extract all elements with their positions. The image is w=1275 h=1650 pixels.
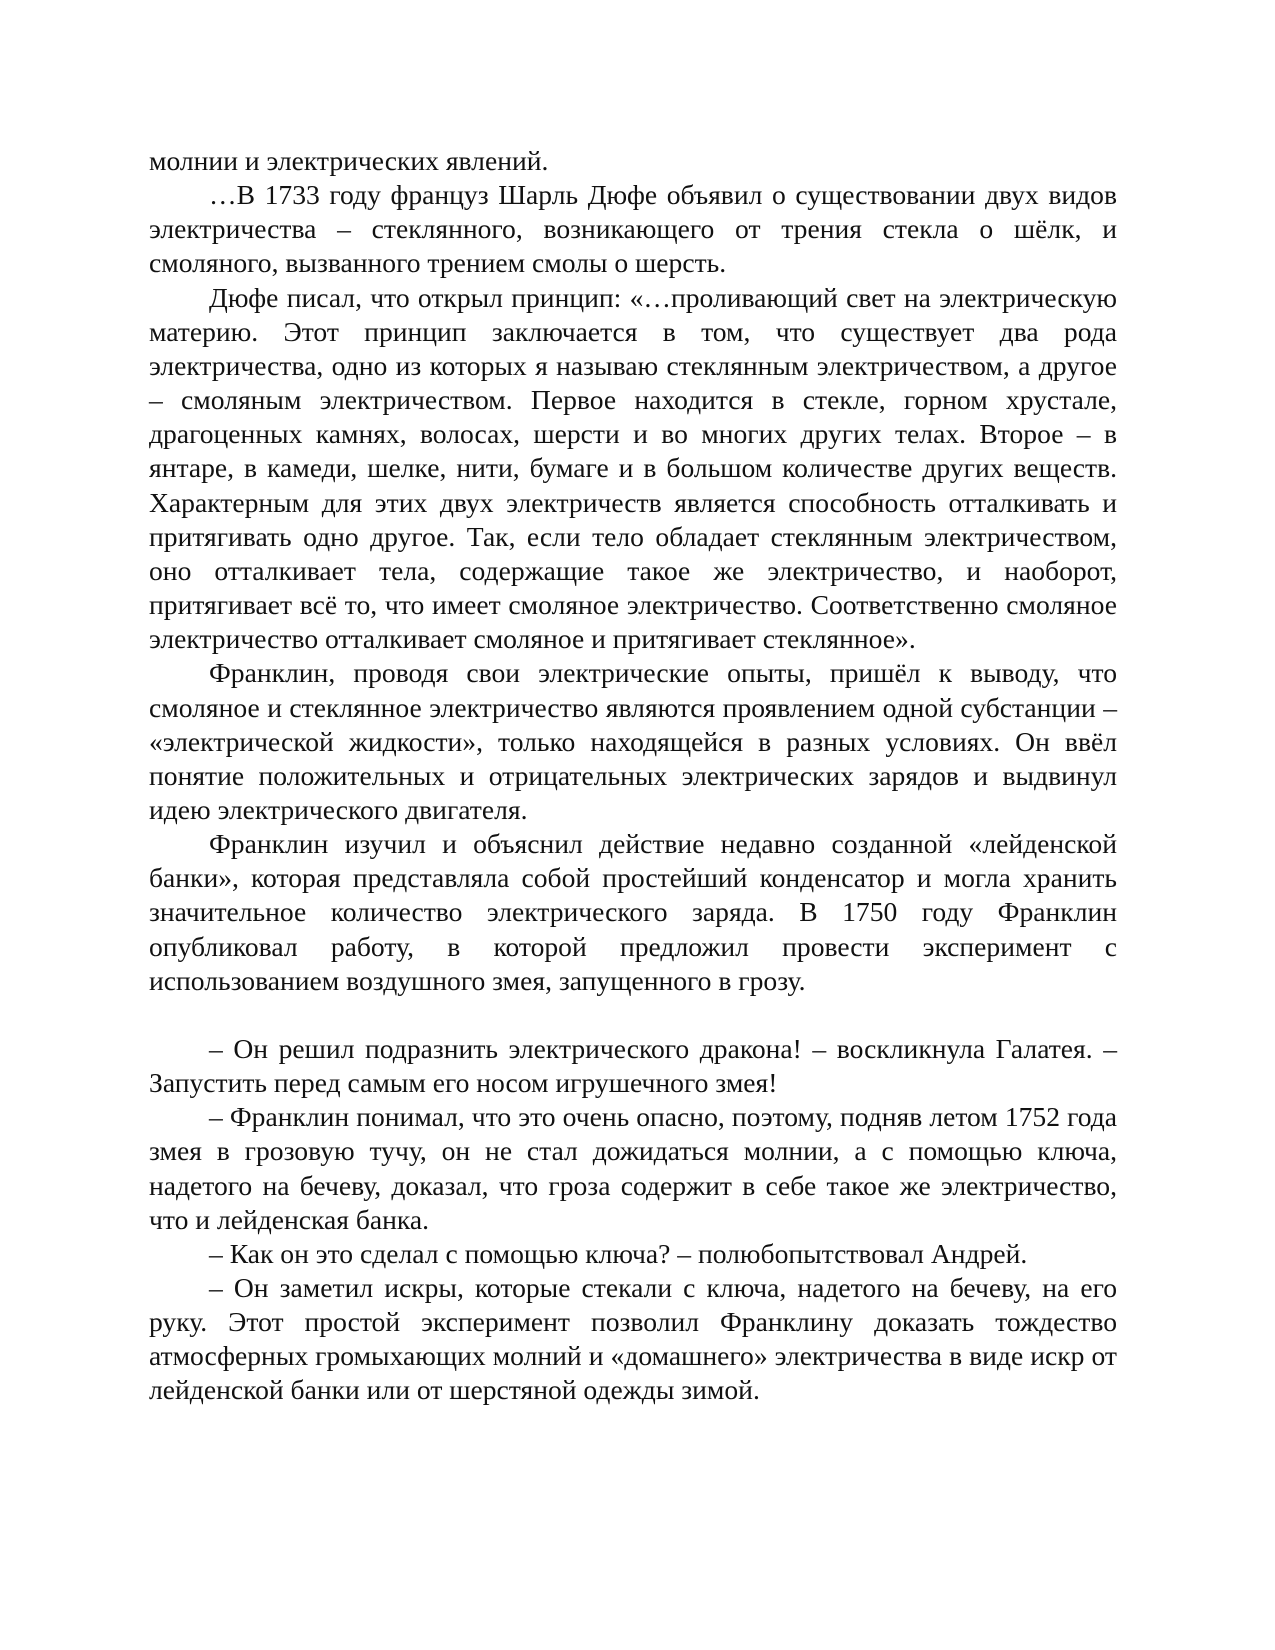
paragraph-dufay-1733: …В 1733 году француз Шарль Дюфе объявил о существовании двух видов электричества – стеклянного, возникающего от трения стекла о шёлк, и смоляного, вызванного трением смолы о шерсть. [149, 179, 1117, 279]
paragraph-leyden-jar: Франклин изучил и объяснил действие недавно созданной «лейденской банки», которая представляла собой простейший конденсатор и могла хранить значительное количество электрического заряда. В 1750 году Франклин опубликовал работу, в которой предложил провести эксперимент с использованием воздушного змея, запущенного в грозу. [149, 828, 1117, 996]
dialogue-galatea: – Он решил подразнить электрического дракона! – воскликнула Галатея. – Запустить перед самым его носом игрушечного змея! [149, 1032, 1117, 1099]
paragraph-franklin-fluid: Франклин, проводя свои электрические опыты, пришёл к выводу, что смоляное и стеклянное электричество являются проявлением одной субстанции – «электрической жидкости», только находящейся в разных условиях. Он ввёл понятие положительных и отрицательных электрических зарядов и выдвинул идею электрического двигателя. [149, 657, 1117, 825]
document-page [149, 144, 1117, 1408]
paragraph-continuation: молнии и электрических явлений. [149, 145, 549, 176]
dialogue-sparks-answer: – Он заметил искры, которые стекали с ключа, надетого на бечеву, на его руку. Этот простой эксперимент позволил Франклину доказать тождество атмосферных громыхающих молний и «домашнего» электричества в виде искр от лейденской банки или от шерстяной одежды зимой. [149, 1272, 1117, 1406]
dialogue-andrey-question: – Как он это сделал с помощью ключа? – полюбопытствовал Андрей. [209, 1237, 1028, 1269]
section-gap [149, 998, 1117, 1032]
paragraph-dufay-quote: Дюфе писал, что открыл принцип: «…проливающий свет на электрическую материю. Этот принцип заключается в том, что существует два рода электричества, одно из которых я называю стеклянным электричеством, а другое – смоляным электричеством. Первое находится в стекле, горном хрустале, драгоценных камнях, волосах, шерсти и во многих других телах. Второе – в янтаре, в камеди, шелке, нити, бумаге и в большом количестве других веществ. Характерным для этих двух электричеств является способность отталкивать и притягивать одно другое. Так, если тело обладает стеклянным электричеством, оно отталкивает тела, содержащие такое же электричество, и наоборот, притягивает всё то, что имеет смоляное электричество. Соответственно смоляное электричество отталкивает смоляное и притягивает стеклянное». [149, 281, 1117, 655]
dialogue-kite-1752: – Франклин понимал, что это очень опасно, поэтому, подняв летом 1752 года змея в грозовую тучу, он не стал дожидаться молнии, а с помощью ключа, надетого на бечеву, доказал, что гроза содержит в себе такое же электричество, что и лейденская банка. [149, 1101, 1117, 1235]
